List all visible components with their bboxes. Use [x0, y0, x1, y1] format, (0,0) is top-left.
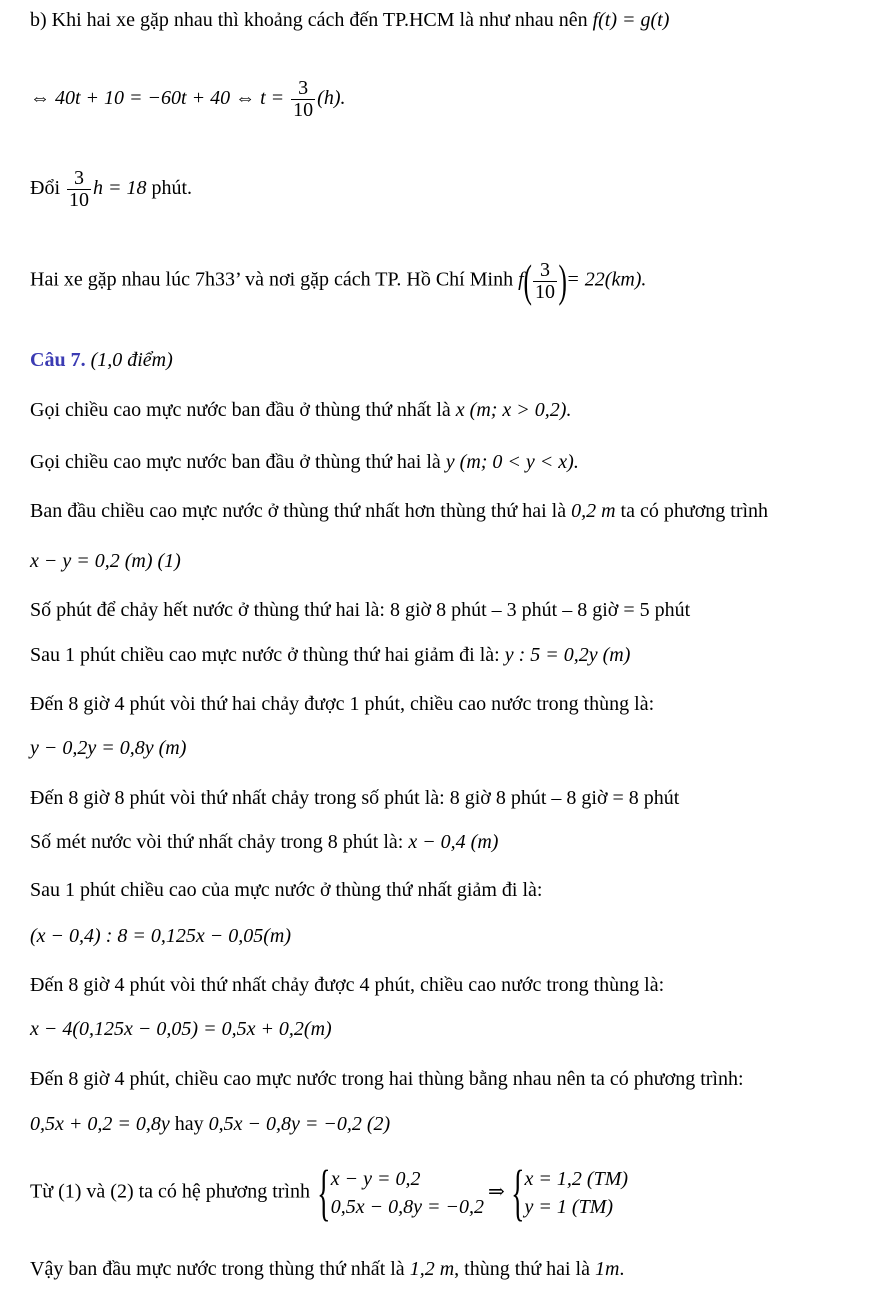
question-points: (1,0 điểm) [85, 349, 173, 371]
fraction-numerator: 3 [539, 258, 550, 281]
fraction-denominator: 10 [534, 280, 555, 303]
line-define-x [30, 400, 571, 420]
text: Đến 8 giờ 8 phút vòi thứ nhất chảy trong số phút là: 8 giờ 8 phút – 8 giờ = 8 phút [30, 787, 680, 809]
fraction [291, 78, 315, 121]
text: ta có phương trình [615, 500, 769, 522]
line-equal-heights [30, 1069, 744, 1089]
text: Từ [30, 1180, 59, 1203]
fraction-denominator: 10 [69, 189, 89, 211]
text: Đổi [30, 177, 65, 200]
line-meeting-point [30, 255, 647, 306]
text: Gọi chiều cao mực nước ban đầu ở thùng thứ hai là [30, 451, 446, 473]
math-expression: y : 5 = 0,2y (m) [504, 644, 631, 666]
line-equation-2 [30, 1114, 390, 1134]
text: Đến 8 giờ 4 phút vòi thứ hai chảy được 1 phút, chiều cao nước trong thùng là: [30, 693, 655, 715]
left-paren: ( [523, 255, 532, 306]
text: và [81, 1180, 111, 1203]
math-expression: ⇔ 40t + 10 = −60t + 40 ⇔ t = [30, 87, 290, 110]
right-paren: ) [558, 255, 567, 306]
text: ta có hệ phương trình [133, 1180, 315, 1203]
text: hay [169, 1113, 209, 1135]
math-expression: x − y = 0,2 (m) (1) [30, 550, 181, 572]
line-rate-tank-1 [30, 926, 291, 946]
left-brace: { [510, 1159, 525, 1227]
fraction [67, 168, 91, 211]
line-equation-1 [30, 551, 181, 571]
math-expression: f [518, 268, 524, 291]
text: Số mét nước vòi thứ nhất chảy trong 8 phút là: [30, 831, 409, 853]
line-system [30, 1159, 629, 1227]
text: , thùng thứ hai là [454, 1258, 595, 1280]
text: Số phút để chảy hết nước ở thùng thứ hai là: 8 giờ 8 phút – 3 phút – 8 giờ = 5 phút [30, 599, 691, 621]
text: Đến 8 giờ 4 phút, chiều cao mực nước trong hai thùng bằng nhau nên ta có phương trình: [30, 1068, 744, 1090]
math-expression: (x − 0,4) : 8 = 0,125x − 0,05(m) [30, 925, 291, 947]
line-initial-difference [30, 501, 768, 521]
equation-system-2 [509, 1159, 629, 1227]
line-tank-1-height [30, 1019, 332, 1039]
math-expression: x (m; x > 0,2). [455, 399, 572, 421]
fraction [533, 260, 557, 303]
math-expression: (1) [58, 1180, 82, 1203]
math-expression: h = 18 [93, 177, 147, 200]
math-expression: 0,5x − 0,8y = −0,2 (2) [208, 1113, 391, 1135]
text: . [619, 1258, 625, 1280]
line-water-tank-1 [30, 832, 498, 852]
math-expression: y (m; 0 < y < x). [445, 451, 579, 473]
math-expression: x − 0,4 (m) [408, 831, 499, 853]
line-rate-tank-2 [30, 645, 630, 665]
line-rate-tank-1-heading [30, 880, 542, 900]
text: Vậy ban đầu mực nước trong thùng thứ nhất là [30, 1258, 410, 1280]
math-expression: f(t) = g(t) [592, 9, 670, 31]
text: b) Khi hai xe gặp nhau thì khoảng cách đến TP.HCM là như nhau nên [30, 9, 593, 31]
math-expression: 0,2 m [571, 500, 616, 522]
fraction-denominator: 10 [293, 99, 314, 121]
system-row: y = 1 (TM) [524, 1196, 614, 1218]
text: phút. [146, 177, 193, 200]
math-expression: 0,5x + 0,2 = 0,8y [30, 1113, 170, 1135]
text: Gọi chiều cao mực nước ban đầu ở thùng thứ nhất là [30, 399, 456, 421]
fraction-numerator: 3 [74, 167, 84, 189]
left-brace: { [317, 1159, 331, 1227]
math-expression: 1,2 m [409, 1258, 455, 1280]
question-title: Câu 7. [30, 349, 86, 371]
system-row: 0,5x − 0,8y = −0,2 [330, 1196, 485, 1218]
math-expression: (h). [317, 87, 346, 110]
line-equation-t [30, 78, 345, 121]
equation-system-1 [315, 1159, 485, 1227]
line-convert-minutes [30, 168, 192, 211]
question-7-heading [30, 350, 173, 370]
line-minutes-tank-1 [30, 788, 679, 808]
line-conclusion [30, 1259, 624, 1279]
text: Hai xe gặp nhau lúc 7h33’ và nơi gặp cách TP. Hồ Chí Minh [30, 268, 519, 291]
line-tank-2-height [30, 738, 186, 758]
fraction-numerator: 3 [298, 77, 309, 99]
line-define-y [30, 452, 579, 472]
math-expression: 1m [594, 1258, 620, 1280]
system-row: x = 1,2 (TM) [524, 1168, 629, 1190]
math-expression: x − 4(0,125x − 0,05) = 0,5x + 0,2(m) [30, 1018, 332, 1040]
math-expression: (2) [110, 1180, 134, 1203]
text: Sau 1 phút chiều cao mực nước ở thùng thứ hai giảm đi là: [30, 644, 505, 666]
text: Đến 8 giờ 4 phút vòi thứ nhất chảy được 4 phút, chiều cao nước trong thùng là: [30, 974, 665, 996]
line-tank-2-after-1-min [30, 694, 654, 714]
math-expression: y − 0,2y = 0,8y (m) [30, 737, 187, 759]
math-expression: = 22(km). [566, 268, 647, 291]
text: Ban đầu chiều cao mực nước ở thùng thứ nhất hơn thùng thứ hai là [30, 500, 572, 522]
implies-arrow: ⇒ [488, 1180, 505, 1203]
line-minutes-tank-2 [30, 600, 690, 620]
text: Sau 1 phút chiều cao của mực nước ở thùng thứ nhất giảm đi là: [30, 879, 543, 901]
line-b-intro [30, 10, 669, 30]
system-row: x − y = 0,2 [330, 1168, 421, 1190]
line-tank-1-after-4-min [30, 975, 664, 995]
